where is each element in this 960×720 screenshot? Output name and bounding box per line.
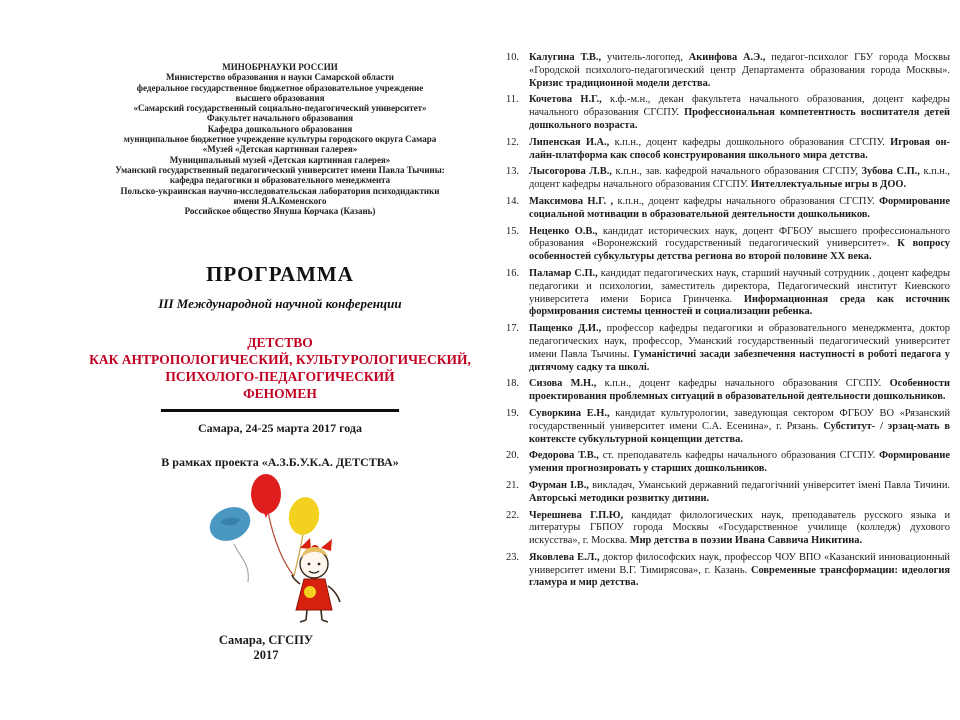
title-page <box>70 62 490 663</box>
entry-bold-text: Сизова М.Н., <box>529 378 597 390</box>
entry-bold-text: К вопросу особенностей субкультуры детства региона во второй половине XX века. <box>529 238 950 263</box>
entry-bold-text: Гуманістичні засади забезпечення наступності в роботі педагога у дитячому садку та школі. <box>529 348 950 373</box>
girl-feet <box>300 620 328 622</box>
program-entry <box>506 166 950 192</box>
text-line: имени Я.А.Коменского <box>233 195 327 206</box>
entry-number: 21. <box>506 479 519 491</box>
child-with-balloons-illustration <box>58 472 478 635</box>
entry-number: 17. <box>506 323 519 335</box>
conference-subtitle: III Международной научной конференции <box>158 296 402 312</box>
entry-text: педагог-психолог ГБУ города Москвы «Городской психолого-педагогический центр Департамента образования города Москвы». <box>529 52 950 76</box>
entry-number: 15. <box>506 225 519 237</box>
blue-balloon-string <box>234 544 248 582</box>
entry-bold-text: Кочетова Н.Г., <box>529 94 602 106</box>
entry-bold-text: Суворкина Е.Н., <box>529 407 610 419</box>
program-entry <box>506 510 950 548</box>
entry-text: профессор кафедры педагогики и образовательного менеджмента, доктор педагогических наук, профессор, Уманский государственный педагогический университет имени Павла Тычины. <box>529 323 950 360</box>
program-entry <box>506 552 950 590</box>
program-entry <box>506 450 950 476</box>
text-line: ДЕТСТВО <box>247 335 313 351</box>
entry-bold-text: Максимова Н.Г. , <box>529 195 614 207</box>
entry-bold-text: Интеллектуальные игры в ДОО. <box>750 179 907 191</box>
entry-bold-text: Авторські методики розвитку дитини. <box>529 492 710 504</box>
girl-dress-patch <box>304 586 316 598</box>
entry-number: 14. <box>506 195 519 207</box>
program-entry <box>506 480 950 506</box>
text-line: Муниципальный музей «Детская картинная галерея» <box>169 154 391 165</box>
text-line: Факультет начального образования <box>206 113 354 124</box>
girl-eye-left <box>308 563 311 566</box>
text-line: «Самарский государственный социально-педагогический университет» <box>133 103 427 114</box>
program-title: ПРОГРАММА <box>206 262 354 287</box>
entry-bold-text: Липенская И.А., <box>529 136 610 148</box>
entry-bold-text: Субститут- / эрзац-мать в контексте субкультурной концепции детства. <box>529 420 951 445</box>
divider-rule <box>161 409 399 412</box>
entry-text: викладач, Уманський державний педагогічний університет імені Павла Тичини. <box>588 479 950 491</box>
entry-bold-text: Зубова С.П., <box>861 166 920 178</box>
girl-arm-left <box>292 575 300 584</box>
yellow-balloon <box>285 495 322 538</box>
conference-date: Самара, 24-25 марта 2017 года <box>198 421 362 436</box>
entry-bold-text: Профессиональная компетентность воспитателя детей дошкольного возраста. <box>529 107 950 131</box>
entry-text: кандидат исторических наук, доцент ФГБОУ высшего профессионального образования «Воронежский государственный педагогический университет». <box>529 225 951 250</box>
entry-number: 11. <box>506 94 519 106</box>
entry-bold-text: Информационная среда как источник формирования системы ценностей и социализации ребенка. <box>529 293 950 318</box>
entry-number: 18. <box>506 378 519 390</box>
text-line: муниципальное бюджетное учреждение культуры городского округа Самара <box>123 134 437 145</box>
entry-bold-text: Калугина Т.В., <box>529 52 602 63</box>
entry-text: кандидат педагогических наук, старший научный сотрудник , доцент кафедры педагогики и психологии, заместитель директора, Педагогический институт Киевского университета имени Бориса Гринченка. <box>529 267 950 305</box>
text-line: ФЕНОМЕН <box>243 386 317 402</box>
entry-text: кандидат филологических наук, преподаватель русского языка и литературы ГБПОУ города Москвы «Государственное училище (колледж) духового искусства», г. Москва. <box>529 509 951 547</box>
entry-text: доктор философских наук, профессор ЧОУ ВПО «Казанский инновационный университет имени В.Г. Тимирясова», г. Казань. <box>529 551 950 576</box>
entry-number: 12. <box>506 136 519 148</box>
girl-legs <box>306 610 322 620</box>
program-entry <box>506 94 950 132</box>
university-header <box>70 62 490 216</box>
entry-text: к.п.н., доцент кафедры начального образования СГСПУ. <box>613 195 880 207</box>
text-line: высшего образования <box>235 92 325 103</box>
entry-text: к.п.н., доцент кафедры начального образования СГСПУ. <box>596 378 890 390</box>
program-entry <box>506 323 950 374</box>
program-entry <box>506 408 950 446</box>
program-entry <box>506 137 950 163</box>
text-line: Польско-украинская научно-исследовательская лаборатория психодидактики <box>120 185 440 196</box>
entry-number: 22. <box>506 509 519 521</box>
entry-bold-text: Федорова Т.В., <box>529 450 599 462</box>
entry-number: 13. <box>506 166 519 178</box>
program-entry <box>506 52 950 90</box>
entry-bold-text: Формирование умения прогнозировать у старших дошкольников. <box>529 450 950 475</box>
project-line: В рамках проекта «А.З.Б.У.К.А. ДЕТСТВА» <box>161 455 399 470</box>
footer-city: Самара, СГСПУ <box>218 633 314 648</box>
program-entry <box>506 226 950 264</box>
girl-eye-right <box>318 563 321 566</box>
entry-text: учитель-логопед, <box>601 52 689 63</box>
text-line: кафедра педагогики и образовательного менеджмента <box>169 175 391 186</box>
text-line: КАК АНТРОПОЛОГИЧЕСКИЙ, КУЛЬТУРОЛОГИЧЕСКИЙ, <box>89 352 471 368</box>
entry-number: 16. <box>506 267 519 279</box>
entry-bold-text: Игровая он-лайн-платформа как способ конструирования школьного мира детства. <box>529 136 950 161</box>
red-balloon-knot <box>264 513 268 518</box>
entry-text: кандидат культурологии, заведующая сектором ФГБОУ ВО «Рязанский государственный университет имени С.А. Есенина», г. Рязань. <box>529 407 951 432</box>
child-with-balloons-drawing <box>182 472 354 630</box>
entry-bold-text: Кризис традиционной модели детства. <box>529 77 711 89</box>
program-entry <box>506 268 950 319</box>
entry-bold-text: Черешнева Г.П.Ю, <box>529 509 624 521</box>
entry-bold-text: Современные трансформации: идеология гламура и мир детства. <box>529 564 950 589</box>
program-entry <box>506 378 950 404</box>
entry-text: ст. преподаватель кафедры начального образования СГСПУ. <box>598 450 880 462</box>
entry-bold-text: Фурман І.В., <box>529 479 589 491</box>
text-line: федеральное государственное бюджетное образовательное учреждение <box>136 82 424 93</box>
entry-bold-text: Неценко О.В., <box>529 225 598 237</box>
entry-text: к.п.н., доцент кафедры дошкольного образования СГСПУ. <box>609 136 891 148</box>
entry-number: 10. <box>506 52 519 63</box>
entry-bold-text: Формирование социальной мотивации в образовательной деятельности дошкольников. <box>529 195 950 220</box>
entry-text: к.ф.-м.н., декан факультета начального образования, доцент кафедры начального образования СГСПУ. <box>529 94 950 119</box>
entry-bold-text: Лысогорова Л.В., <box>529 166 612 178</box>
entry-bold-text: Яковлева Е.Л., <box>529 551 600 563</box>
entry-bold-text: Особенности проектирования проблемных ситуаций в образовательной деятельности дошкольников. <box>529 378 950 403</box>
text-line: ПСИХОЛОГО-ПЕДАГОГИЧЕСКИЙ <box>165 369 395 385</box>
text-line: «Музей «Детская картинная галерея» <box>202 144 358 155</box>
program-entry <box>506 196 950 222</box>
entry-number: 23. <box>506 551 519 563</box>
red-balloon <box>251 474 281 514</box>
text-line: Уманский государственный педагогический университет имени Павла Тычины: <box>115 164 445 175</box>
entry-bold-text: Акинфова А.Э., <box>688 52 766 63</box>
text-line: МИНОБРНАУКИ РОССИИ <box>222 62 338 72</box>
footer-year: 2017 <box>253 648 279 663</box>
text-line: Министерство образования и науки Самарской области <box>166 72 394 83</box>
entry-bold-text: Пащенко Д.И., <box>529 323 602 335</box>
text-line: Кафедра дошкольного образования <box>207 123 353 134</box>
entry-text: к.п.н., доцент кафедры начального образования СГСПУ. <box>529 166 950 191</box>
entry-text: к.п.н., зав. кафедрой начального образования СГСПУ, <box>611 166 862 178</box>
participants-list-page <box>506 52 950 594</box>
entry-number: 20. <box>506 450 519 462</box>
entry-number: 19. <box>506 407 519 419</box>
text-line: Российское общество Януша Корчака (Казань) <box>184 206 376 217</box>
entry-bold-text: Мир детства в поэзии Ивана Саввича Никитина. <box>629 535 863 547</box>
entry-bold-text: Паламар С.П., <box>529 267 598 279</box>
conference-theme <box>70 334 490 402</box>
